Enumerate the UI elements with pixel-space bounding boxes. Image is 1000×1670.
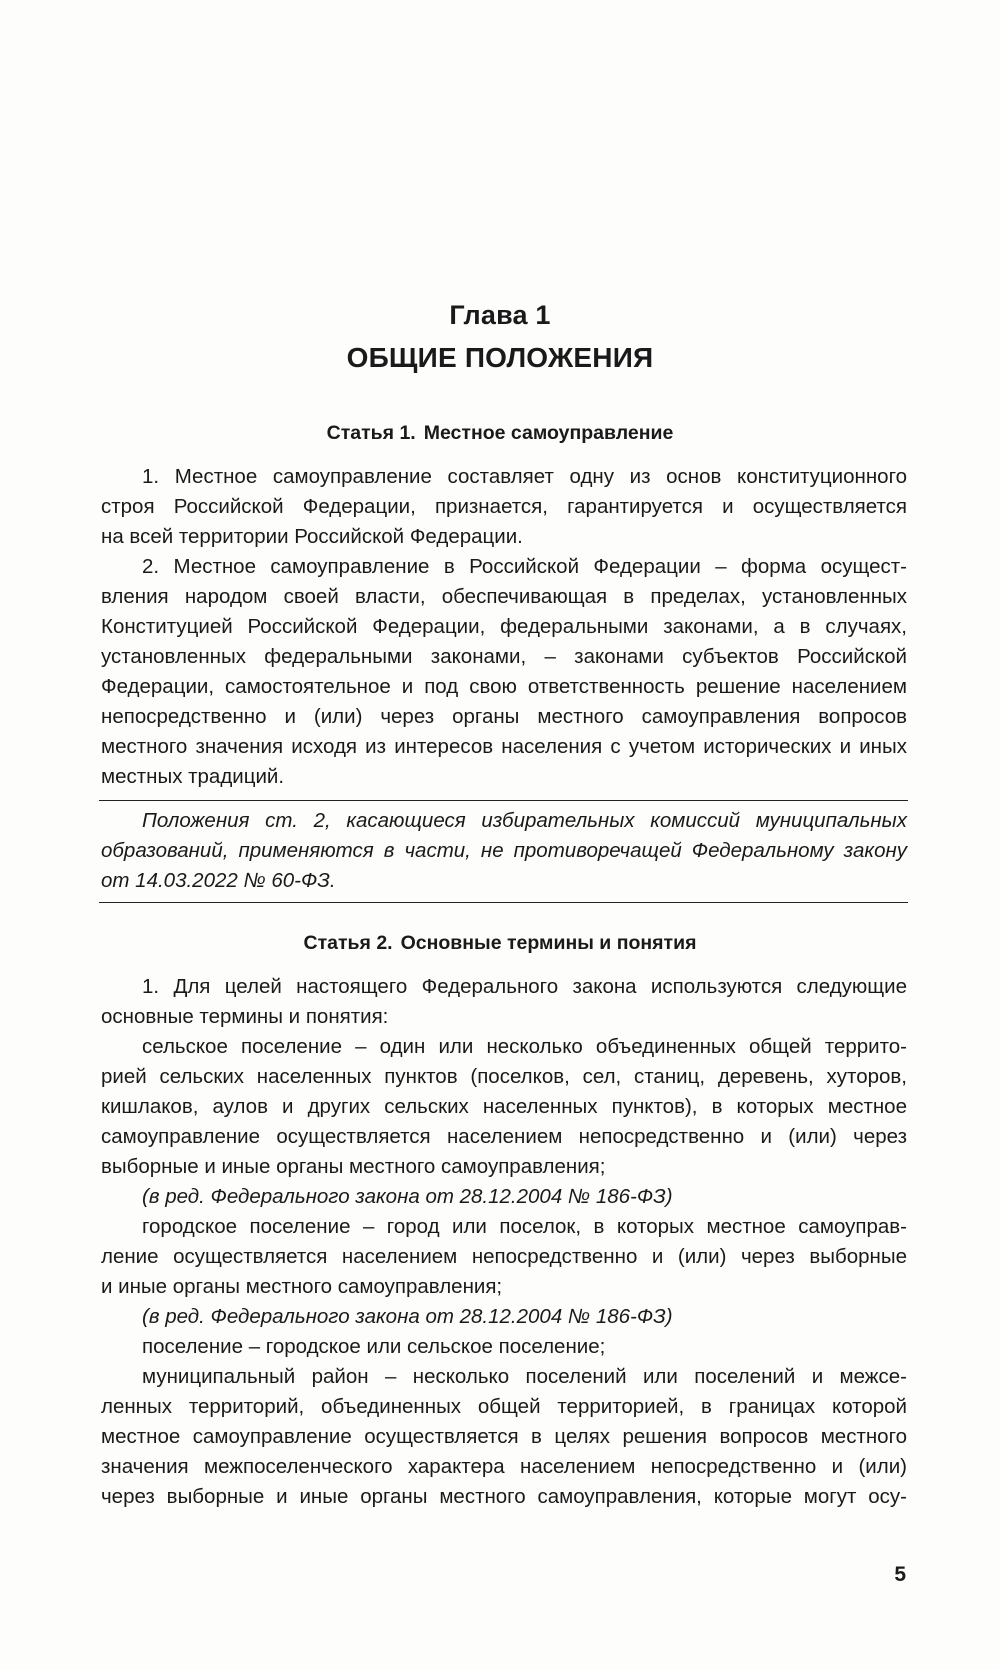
- article-1-line: Федерации, самостоятельное и под свою ответственность решение населением: [101, 675, 907, 698]
- amendment-reference: (в ред. Федерального закона от 28.12.2004 № 186-ФЗ): [142, 1305, 673, 1328]
- article-1-line: вления народом своей власти, обеспечивающая в пределах, установленных: [101, 585, 907, 608]
- article-2-line: выборные и иные органы местного самоуправления;: [101, 1155, 606, 1178]
- article-2-line: сельское поселение – один или несколько объединенных общей террито-: [142, 1035, 907, 1058]
- note-line: образований, применяются в части, не противоречащей Федеральному закону: [101, 839, 907, 862]
- article-2-line: через выборные и иные органы местного самоуправления, которые могут осу-: [101, 1485, 907, 1508]
- article-1-line: на всей территории Российской Федерации.: [101, 525, 523, 548]
- article-1-line: 2. Местное самоуправление в Российской Федерации – форма осущест-: [142, 555, 907, 578]
- article-2-line: самоуправление осуществляется населением непосредственно и (или) через: [101, 1125, 907, 1148]
- article-1-line: установленных федеральными законами, – законами субъектов Российской: [101, 645, 907, 668]
- article-2-heading: [0, 932, 1000, 955]
- page-number: 5: [894, 1563, 906, 1586]
- article-2-line: основные термины и понятия:: [101, 1005, 389, 1028]
- chapter-title: ОБЩИЕ ПОЛОЖЕНИЯ: [346, 342, 654, 373]
- article-1-line: Конституцией Российской Федерации, федеральными законами, а в случаях,: [101, 615, 907, 638]
- note-line: Положения ст. 2, касающиеся избирательных комиссий муниципальных: [142, 809, 907, 832]
- article-2-line: 1. Для целей настоящего Федерального закона используются следующие: [142, 975, 907, 998]
- article-1-title: Местное самоуправление: [423, 422, 674, 444]
- article-1-line: местных традиций.: [101, 765, 285, 788]
- article-2-title: Основные термины и понятия: [400, 932, 697, 954]
- article-2-line: значения межпоселенческого характера населением непосредственно и (или): [101, 1455, 907, 1478]
- amendment-reference: (в ред. Федерального закона от 28.12.2004 № 186-ФЗ): [142, 1185, 673, 1208]
- chapter-number: Глава 1: [449, 300, 551, 330]
- article-1-number: Статья 1.: [326, 422, 416, 444]
- note-bottom-rule: [99, 902, 908, 903]
- article-2-line: рией сельских населенных пунктов (поселков, сел, станиц, деревень, хуторов,: [101, 1065, 907, 1088]
- article-1-heading: [0, 422, 1000, 445]
- article-1-line: местного значения исходя из интересов населения с учетом исторических и иных: [101, 735, 907, 758]
- article-2-line: городское поселение – город или поселок, в которых местное самоуправ-: [142, 1215, 907, 1238]
- article-2-line: ление осуществляется населением непосредственно и (или) через выборные: [101, 1245, 907, 1268]
- article-1-line: непосредственно и (или) через органы местного самоуправления вопросов: [101, 705, 907, 728]
- article-2-line: ленных территорий, объединенных общей территорией, в границах которой: [101, 1395, 907, 1418]
- article-2-line: муниципальный район – несколько поселений или поселений и межсе-: [142, 1365, 907, 1388]
- note-line: от 14.03.2022 № 60-ФЗ.: [101, 869, 336, 892]
- article-2-line: местное самоуправление осуществляется в целях решения вопросов местного: [101, 1425, 907, 1448]
- note-top-rule: [99, 800, 908, 801]
- article-2-line: поселение – городское или сельское поселение;: [142, 1335, 606, 1358]
- article-2-number: Статья 2.: [303, 932, 393, 954]
- article-2-line: и иные органы местного самоуправления;: [101, 1275, 503, 1298]
- article-1-line: строя Российской Федерации, признается, гарантируется и осуществляется: [101, 495, 907, 518]
- article-1-line: 1. Местное самоуправление составляет одну из основ конституционного: [142, 465, 907, 488]
- article-2-line: кишлаков, аулов и других сельских населенных пунктов), в которых местное: [101, 1095, 907, 1118]
